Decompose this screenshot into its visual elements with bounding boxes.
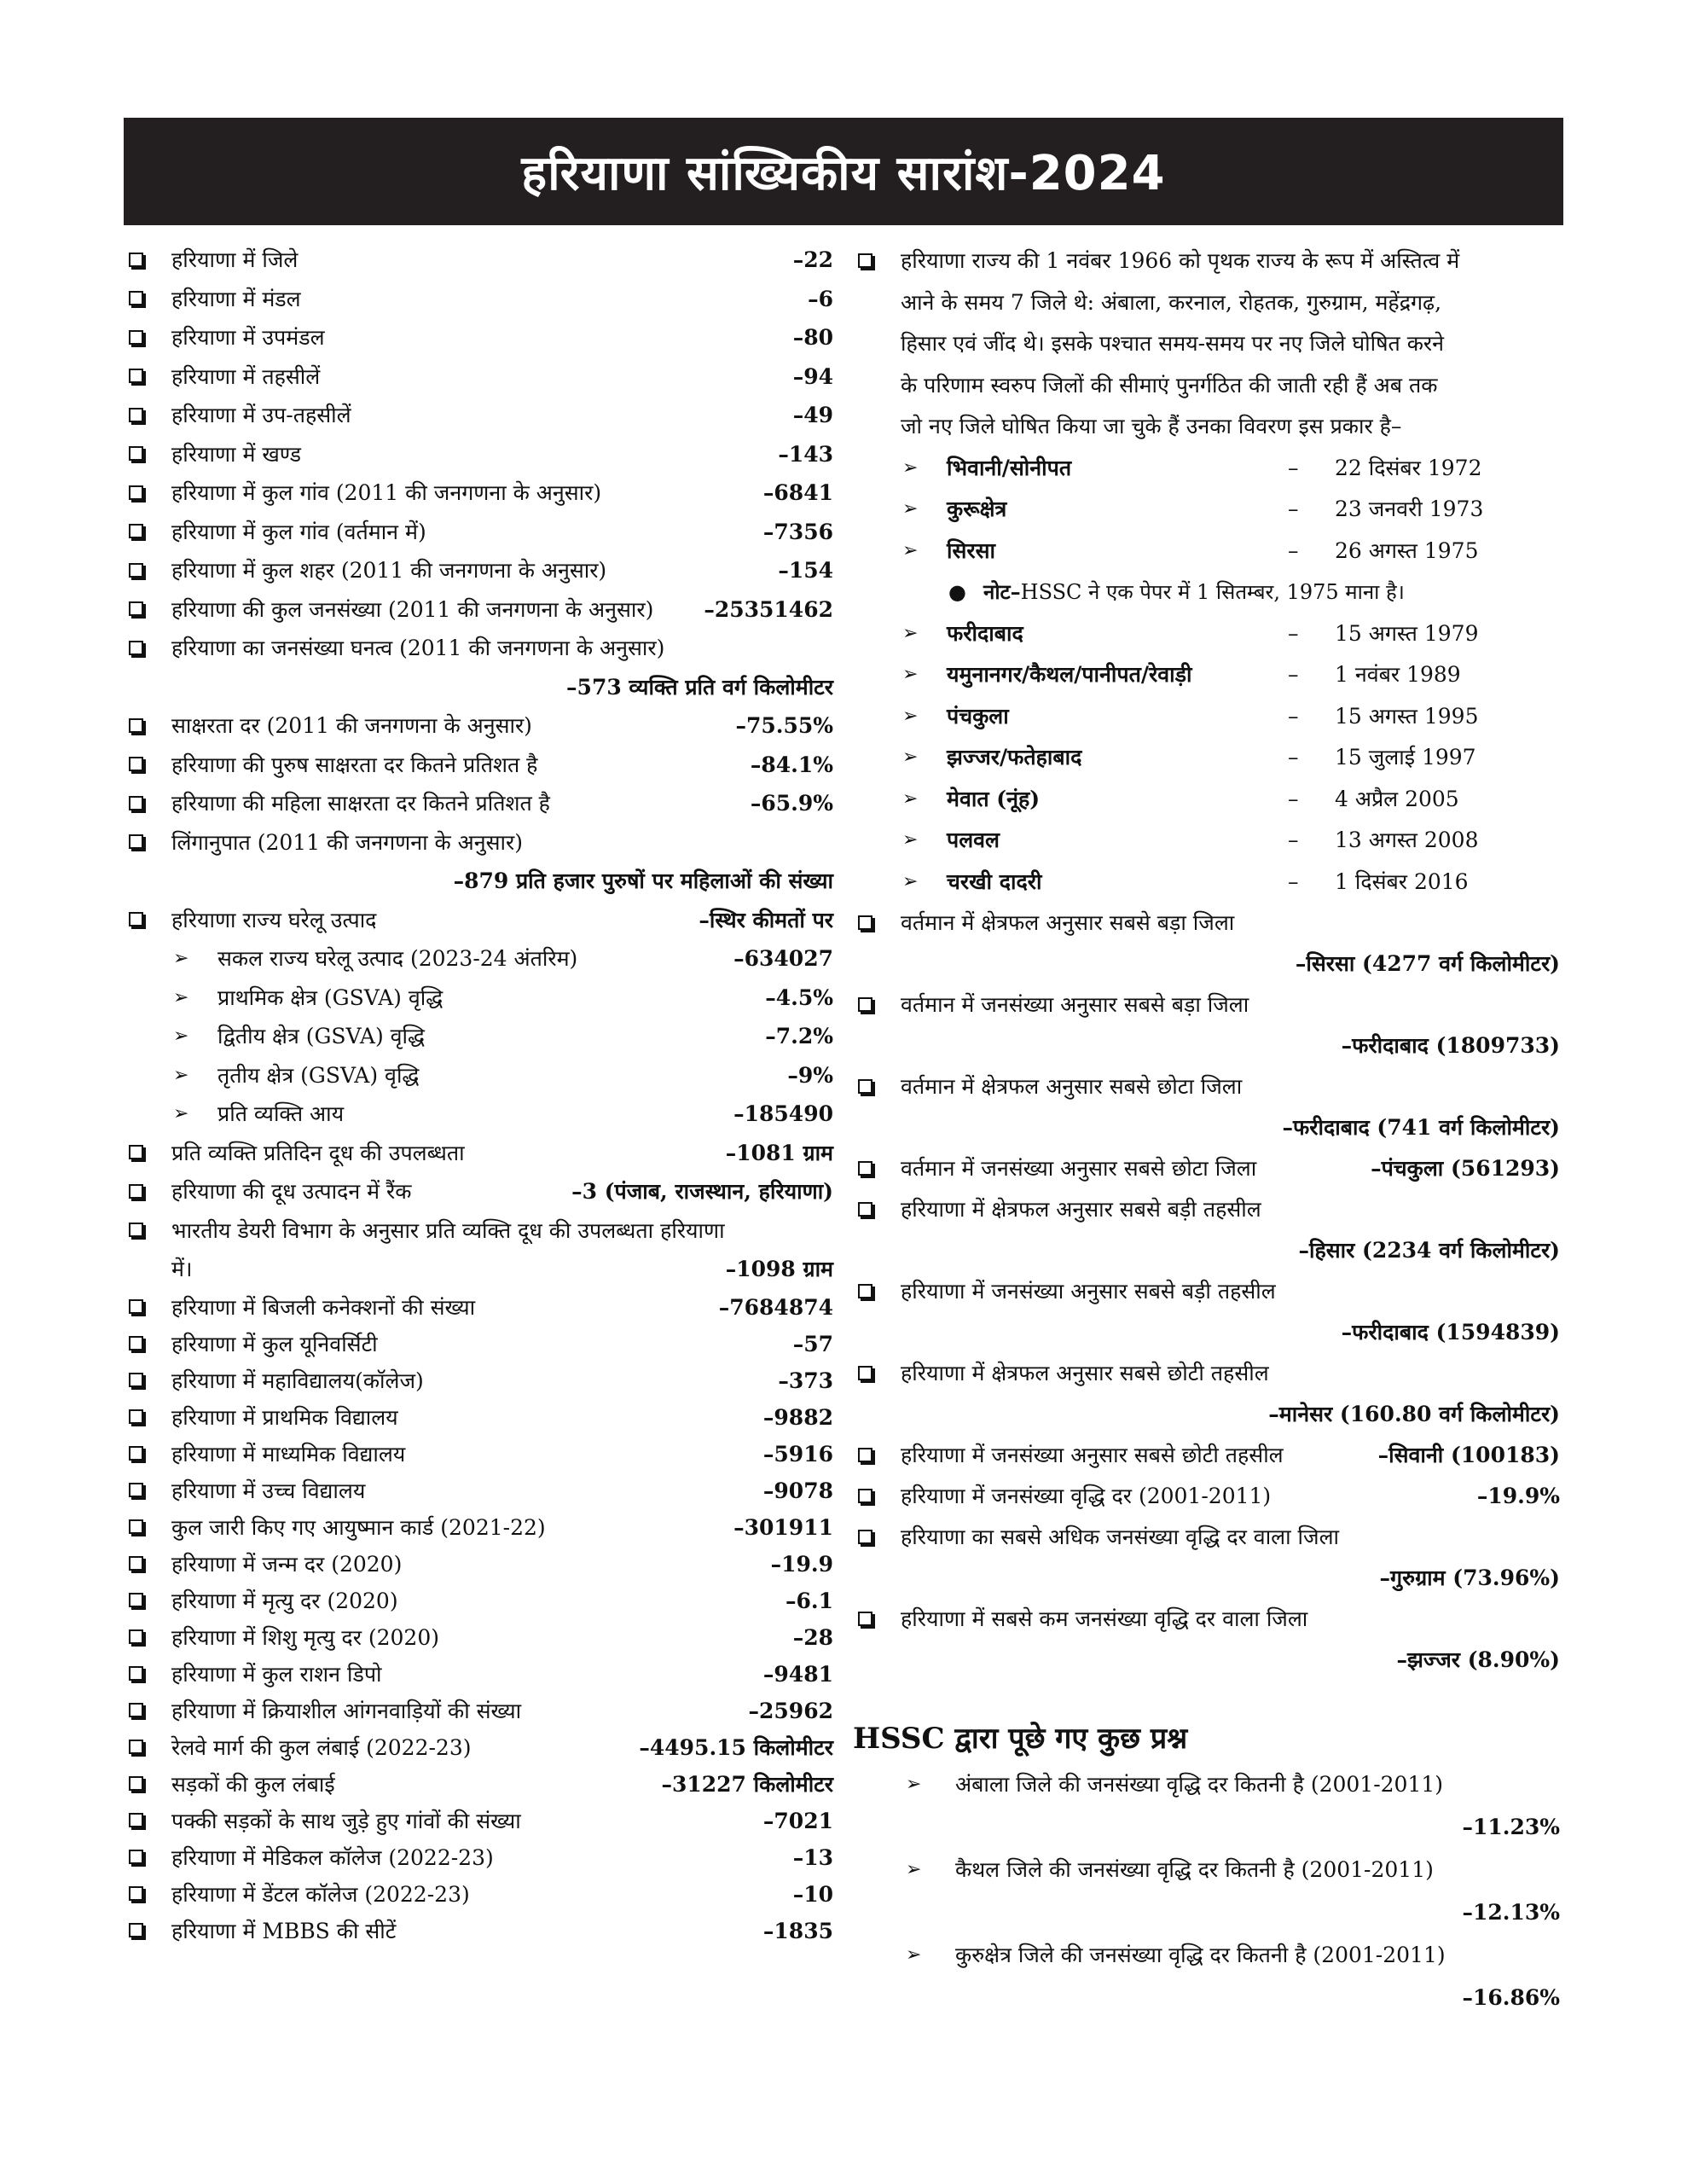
list-item: हरियाणा में मंडल –6 [124, 280, 838, 319]
list-item: प्रति व्यक्ति प्रतिदिन दूध की उपलब्धता –1081 ग्राम [124, 1134, 838, 1173]
checkbox-bullet-icon [129, 1483, 143, 1497]
checkbox-bullet-icon [858, 1202, 872, 1217]
checkbox-bullet-icon [129, 601, 143, 616]
checkbox-bullet-icon [858, 1161, 872, 1176]
arrow-bullet-icon: ➢ [902, 498, 919, 520]
sex-ratio-item: लिंगानुपात (2011 की जनगणना के अनुसार) [124, 823, 838, 863]
checkbox-bullet-icon [129, 641, 143, 655]
checkbox-bullet-icon [129, 563, 143, 578]
checkbox-bullet-icon [858, 1079, 872, 1094]
note: ● नोट–HSSC ने एक पेपर में 1 सितम्बर, 1975 माना है। [853, 572, 1565, 613]
district-row: ➢ मेवात (नूंह) – 4 अप्रैल 2005 [853, 779, 1565, 821]
dairy-item-cont: में। –1098 ग्राम [171, 1257, 833, 1281]
arrow-bullet-icon: ➢ [902, 622, 919, 644]
arrow-bullet-icon: ➢ [173, 1064, 189, 1086]
checkbox-bullet-icon [129, 796, 143, 810]
checkbox-bullet-icon [129, 718, 143, 733]
sex-ratio-value: –879 प्रति हजार पुरुषों पर महिलाओं की संख्या [453, 868, 833, 893]
fact-item: वर्तमान में जनसंख्या अनुसार सबसे छोटा जिला –पंचकुला (561293) [853, 1148, 1565, 1189]
list-item: हरियाणा में खण्ड –143 [124, 435, 838, 474]
list-item: हरियाणा में क्रियाशील आंगनवाड़ियों की संख्या –25962 [124, 1693, 838, 1729]
question-answer: –11.23% [1462, 1815, 1560, 1839]
list-item: हरियाणा में मृत्यु दर (2020) –6.1 [124, 1583, 838, 1619]
arrow-bullet-icon: ➢ [906, 1944, 922, 1966]
arrow-bullet-icon: ➢ [173, 1103, 189, 1124]
list-item: हरियाणा में प्राथमिक विद्यालय –9882 [124, 1399, 838, 1436]
fact-item: हरियाणा में क्षेत्रफल अनुसार सबसे छोटी तहसील [853, 1353, 1565, 1394]
district-row: ➢ पंचकुला – 15 अगस्त 1995 [853, 696, 1565, 738]
page-title: हरियाणा सांख्यिकीय सारांश-2024 [124, 118, 1563, 225]
arrow-bullet-icon: ➢ [902, 664, 919, 685]
gsdp-item: हरियाणा राज्य घरेलू उत्पाद –स्थिर कीमतों पर [124, 901, 838, 940]
dot-bullet-icon: ● [948, 580, 966, 604]
fact-item: हरियाणा में सबसे कम जनसंख्या वृद्धि दर वाला जिला [853, 1599, 1565, 1640]
arrow-bullet-icon: ➢ [902, 456, 919, 479]
checkbox-bullet-icon [858, 253, 872, 268]
checkbox-bullet-icon [129, 1145, 143, 1159]
list-item: हरियाणा में कुल गांव (2011 की जनगणना के अनुसार) –6841 [124, 473, 838, 513]
checkbox-bullet-icon [129, 369, 143, 383]
list-item: हरियाणा में कुल शहर (2011 की जनगणना के अनुसार) –154 [124, 551, 838, 590]
checkbox-bullet-icon [129, 1556, 143, 1571]
list-item: हरियाणा में MBBS की सीटें –1835 [124, 1913, 838, 1949]
dairy-item: भारतीय डेयरी विभाग के अनुसार प्रति व्यक्ति दूध की उपलब्धता हरियाणा [124, 1211, 838, 1251]
list-item: कुल जारी किए गए आयुष्मान कार्ड (2021-22) –301911 [124, 1509, 838, 1546]
district-row: ➢ फरीदाबाद – 15 अगस्त 1979 [853, 613, 1565, 655]
fact-value: –हिसार (2234 वर्ग किलोमीटर) [1298, 1238, 1560, 1263]
left-list-1 [124, 241, 838, 629]
fact-item: हरियाणा का सबसे अधिक जनसंख्या वृद्धि दर वाला जिला [853, 1517, 1565, 1558]
district-row: ➢ सिरसा – 26 अगस्त 1975 [853, 531, 1565, 572]
checkbox-bullet-icon [129, 1813, 143, 1827]
fact-value: –फरीदाबाद (1809733) [1341, 1033, 1560, 1058]
list-item: हरियाणा में उपमंडल –80 [124, 318, 838, 357]
arrow-bullet-icon: ➢ [173, 1025, 189, 1047]
checkbox-bullet-icon [129, 1299, 143, 1314]
left-list-3 [124, 1289, 838, 1949]
arrow-bullet-icon: ➢ [902, 787, 919, 810]
arrow-bullet-icon: ➢ [902, 870, 919, 892]
fact-item: हरियाणा में जनसंख्या वृद्धि दर (2001-2011) –19.9% [853, 1476, 1565, 1517]
checkbox-bullet-icon [129, 1886, 143, 1901]
intro-paragraph: हरियाणा राज्य की 1 नवंबर 1966 को पृथक राज्य के रूप में अस्तित्व में आने के समय 7 जिले थे: अंबाला, करनाल, रोहतक, गुरुग्राम, महेंद्रगढ़, हिसार एवं जींद थे। इसके पश्चात समय-समय पर नए जिले घोषित करने के परिणाम स्वरुप जिलों की सीमाएं पुनर्गठित की जाती रही हैं अब तक जो नए जिले घोषित किया जा चुके हैं उनका विवरण इस प्रकार है– [853, 241, 1565, 448]
question-answer: –12.13% [1462, 1900, 1560, 1925]
list-item: हरियाणा में उच्च विद्यालय –9078 [124, 1472, 838, 1509]
list-item: हरियाणा में मेडिकल कॉलेज (2022-23) –13 [124, 1839, 838, 1876]
list-item: सड़कों की कुल लंबाई –31227 किलोमीटर [124, 1766, 838, 1803]
checkbox-bullet-icon [129, 912, 143, 926]
list-item: हरियाणा में महाविद्यालय(कॉलेज) –373 [124, 1362, 838, 1399]
district-row: ➢ झज्जर/फतेहाबाद – 15 जुलाई 1997 [853, 737, 1565, 779]
list-item: हरियाणा में माध्यमिक विद्यालय –5916 [124, 1436, 838, 1472]
list-item: पक्की सड़कों के साथ जुड़े हुए गांवों की संख्या –7021 [124, 1803, 838, 1839]
fact-item: वर्तमान में जनसंख्या अनुसार सबसे बड़ा जिला [853, 985, 1565, 1025]
fact-value: –झज्जर (8.90%) [1396, 1647, 1560, 1672]
checkbox-bullet-icon [129, 1336, 143, 1350]
checkbox-bullet-icon [129, 330, 143, 345]
fact-value: –गुरुग्राम (73.96%) [1379, 1565, 1560, 1590]
sub-item: ➢ प्रति व्यक्ति आय –185490 [124, 1095, 838, 1134]
question-item: ➢ कुरुक्षेत्र जिले की जनसंख्या वृद्धि दर कितनी है (2001-2011) [853, 1933, 1565, 1978]
list-item: हरियाणा में शिशु मृत्यु दर (2020) –28 [124, 1619, 838, 1656]
sub-item: ➢ तृतीय क्षेत्र (GSVA) वृद्धि –9% [124, 1056, 838, 1095]
arrow-bullet-icon: ➢ [902, 746, 919, 768]
checkbox-bullet-icon [129, 834, 143, 849]
fact-value: –सिरसा (4277 वर्ग किलोमीटर) [1295, 951, 1560, 976]
checkbox-bullet-icon [129, 1703, 143, 1717]
sub-item: ➢ सकल राज्य घरेलू उत्पाद (2023-24 अंतरिम) –634027 [124, 939, 838, 979]
district-row: ➢ कुरूक्षेत्र – 23 जनवरी 1973 [853, 489, 1565, 531]
checkbox-bullet-icon [129, 1409, 143, 1424]
checkbox-bullet-icon [129, 253, 143, 267]
right-column [853, 241, 1565, 2018]
district-row: ➢ पलवल – 13 अगस्त 2008 [853, 820, 1565, 862]
checkbox-bullet-icon [129, 757, 143, 771]
questions-heading: HSSC द्वारा पूछे गए कुछ प्रश्न [853, 1722, 1188, 1756]
checkbox-bullet-icon [129, 1923, 143, 1937]
district-row: ➢ चरखी दादरी – 1 दिसंबर 2016 [853, 862, 1565, 903]
fact-item: हरियाणा में जनसंख्या अनुसार सबसे बड़ी तहसील [853, 1271, 1565, 1312]
list-item: हरियाणा में उप-तहसीलें –49 [124, 396, 838, 435]
fact-item: वर्तमान में क्षेत्रफल अनुसार सबसे बड़ा जिला [853, 903, 1565, 944]
checkbox-bullet-icon [858, 1284, 872, 1298]
checkbox-bullet-icon [858, 1366, 872, 1380]
checkbox-bullet-icon [858, 1612, 872, 1626]
arrow-bullet-icon: ➢ [902, 829, 919, 851]
checkbox-bullet-icon [129, 1223, 143, 1237]
arrow-bullet-icon: ➢ [902, 705, 919, 727]
list-item: हरियाणा में कुल राशन डिपो –9481 [124, 1656, 838, 1693]
checkbox-bullet-icon [129, 1740, 143, 1754]
checkbox-bullet-icon [129, 524, 143, 538]
arrow-bullet-icon: ➢ [173, 948, 189, 969]
list-item: हरियाणा में तहसीलें –94 [124, 357, 838, 397]
list-item: साक्षरता दर (2011 की जनगणना के अनुसार) –75.55% [124, 706, 838, 746]
checkbox-bullet-icon [129, 1666, 143, 1681]
arrow-bullet-icon: ➢ [906, 1859, 922, 1880]
sub-item: ➢ द्वितीय क्षेत्र (GSVA) वृद्धि –7.2% [124, 1017, 838, 1056]
district-row: ➢ यमुनानगर/कैथल/पानीपत/रेवाड़ी – 1 नवंबर 1989 [853, 654, 1565, 696]
checkbox-bullet-icon [129, 291, 143, 305]
question-item: ➢ अंबाला जिले की जनसंख्या वृद्धि दर कितनी है (2001-2011) [853, 1763, 1565, 1807]
list-item: हरियाणा की महिला साक्षरता दर कितने प्रतिशत है –65.9% [124, 784, 838, 823]
checkbox-bullet-icon [129, 1373, 143, 1387]
district-row: ➢ भिवानी/सोनीपत – 22 दिसंबर 1972 [853, 448, 1565, 490]
fact-value: –मानेसर (160.80 वर्ग किलोमीटर) [1268, 1402, 1560, 1426]
checkbox-bullet-icon [129, 1629, 143, 1644]
fact-value: –फरीदाबाद (741 वर्ग किलोमीटर) [1282, 1115, 1560, 1140]
checkbox-bullet-icon [858, 915, 872, 930]
checkbox-bullet-icon [129, 1184, 143, 1199]
checkbox-bullet-icon [858, 997, 872, 1012]
checkbox-bullet-icon [129, 1519, 143, 1534]
checkbox-bullet-icon [129, 1593, 143, 1607]
list-item: हरियाणा में जन्म दर (2020) –19.9 [124, 1546, 838, 1583]
question-answer: –16.86% [1462, 1985, 1560, 2010]
sub-item: ➢ प्राथमिक क्षेत्र (GSVA) वृद्धि –4.5% [124, 979, 838, 1018]
arrow-bullet-icon: ➢ [173, 986, 189, 1008]
list-item: हरियाणा में डेंटल कॉलेज (2022-23) –10 [124, 1876, 838, 1913]
list-item: हरियाणा में कुल यूनिवर्सिटी –57 [124, 1326, 838, 1362]
list-item: हरियाणा की दूध उत्पादन में रैंक –3 (पंजाब, राजस्थान, हरियाणा) [124, 1172, 838, 1211]
list-item: हरियाणा की पुरुष साक्षरता दर कितने प्रतिशत है –84.1% [124, 746, 838, 785]
checkbox-bullet-icon [858, 1448, 872, 1462]
checkbox-bullet-icon [129, 408, 143, 422]
density-item: हरियाणा का जनसंख्या घनत्व (2011 की जनगणना के अनुसार) [124, 629, 838, 668]
checkbox-bullet-icon [129, 1776, 143, 1791]
checkbox-bullet-icon [129, 1446, 143, 1461]
fact-item: वर्तमान में क्षेत्रफल अनुसार सबसे छोटा जिला [853, 1066, 1565, 1107]
left-column [124, 241, 838, 1949]
density-value: –573 व्यक्ति प्रति वर्ग किलोमीटर [566, 674, 833, 700]
checkbox-bullet-icon [129, 1850, 143, 1864]
arrow-bullet-icon: ➢ [906, 1774, 922, 1795]
list-item: रेलवे मार्ग की कुल लंबाई (2022-23) –4495.15 किलोमीटर [124, 1729, 838, 1766]
checkbox-bullet-icon [129, 485, 143, 500]
fact-item: हरियाणा में जनसंख्या अनुसार सबसे छोटी तहसील –सिवानी (100183) [853, 1435, 1565, 1476]
list-item: हरियाणा में बिजली कनेक्शनों की संख्या –7684874 [124, 1289, 838, 1326]
question-item: ➢ कैथल जिले की जनसंख्या वृद्धि दर कितनी है (2001-2011) [853, 1848, 1565, 1892]
fact-value: –फरीदाबाद (1594839) [1341, 1320, 1560, 1345]
list-item: हरियाणा में जिले –22 [124, 241, 838, 280]
checkbox-bullet-icon [858, 1489, 872, 1503]
checkbox-bullet-icon [129, 446, 143, 461]
list-item: हरियाणा की कुल जनसंख्या (2011 की जनगणना के अनुसार) –25351462 [124, 590, 838, 630]
fact-item: हरियाणा में क्षेत्रफल अनुसार सबसे बड़ी तहसील [853, 1189, 1565, 1230]
list-item: हरियाणा में कुल गांव (वर्तमान में) –7356 [124, 513, 838, 552]
checkbox-bullet-icon [858, 1530, 872, 1544]
arrow-bullet-icon: ➢ [902, 539, 919, 561]
